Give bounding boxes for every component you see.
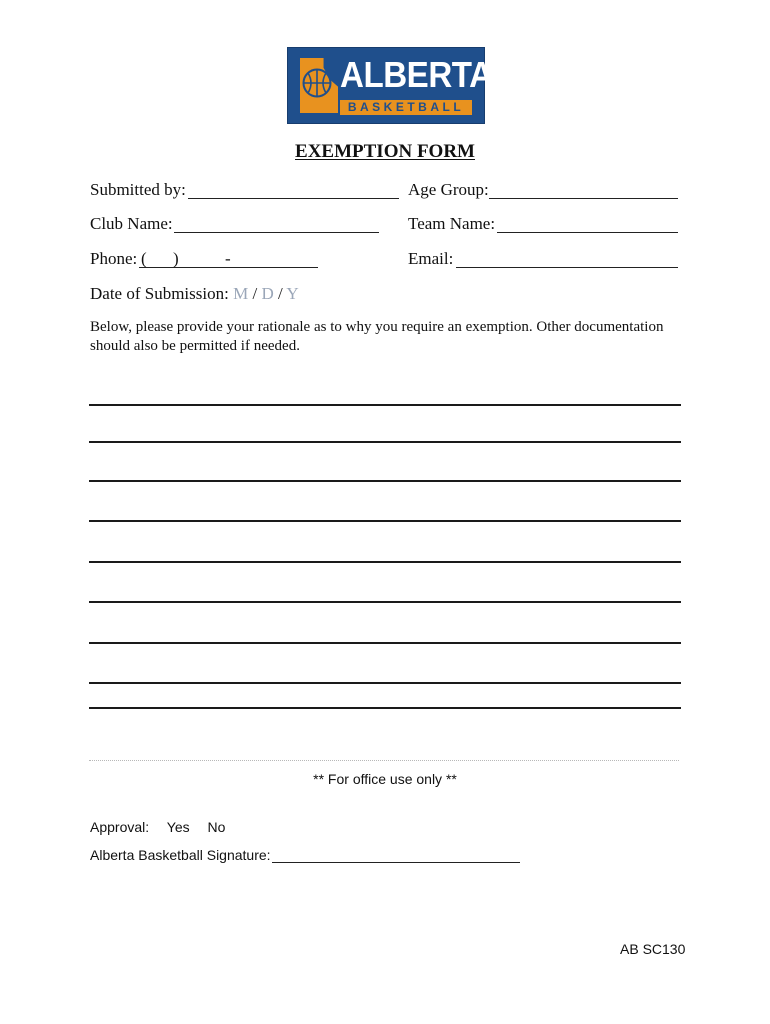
rationale-line[interactable]: [89, 520, 681, 522]
club-name-label: Club Name:: [90, 214, 173, 233]
logo-subtitle: BASKETBALL: [347, 100, 465, 114]
logo-band: [340, 100, 472, 115]
approval-yes-option[interactable]: Yes: [166, 819, 190, 835]
rationale-line[interactable]: [89, 642, 681, 644]
date-of-submission-row: [90, 283, 299, 305]
approval-row: [90, 819, 239, 835]
rationale-line[interactable]: [89, 601, 681, 603]
basketball-icon: [301, 67, 333, 99]
rationale-line[interactable]: [89, 561, 681, 563]
age-group-field[interactable]: [489, 198, 678, 199]
logo-wordmark: ALBERTA: [340, 54, 493, 95]
rationale-line[interactable]: [89, 480, 681, 482]
date-separator: /: [252, 284, 258, 303]
form-title: EXEMPTION FORM: [295, 141, 475, 162]
phone-dash: -: [225, 249, 231, 268]
rationale-line[interactable]: [89, 404, 681, 406]
phone-label: Phone:: [90, 249, 138, 268]
office-use-heading: ** For office use only **: [313, 771, 457, 787]
date-day-placeholder[interactable]: D: [261, 284, 274, 303]
email-field[interactable]: [456, 267, 678, 268]
signature-field[interactable]: [272, 862, 520, 863]
approval-no-option[interactable]: No: [207, 819, 226, 835]
office-divider: [89, 760, 679, 761]
age-group-label: Age Group:: [408, 180, 489, 199]
club-name-field[interactable]: [174, 232, 379, 233]
date-month-placeholder[interactable]: M: [233, 284, 249, 303]
rationale-line[interactable]: [89, 441, 681, 443]
form-code: AB SC130: [620, 941, 686, 957]
phone-area-close: ): [173, 249, 179, 268]
signature-label: Alberta Basketball Signature:: [90, 847, 271, 863]
rationale-line[interactable]: [89, 707, 681, 709]
date-separator: /: [277, 284, 283, 303]
submitted-by-label: Submitted by:: [90, 180, 186, 199]
submitted-by-field[interactable]: [188, 198, 399, 199]
alberta-basketball-logo: [287, 47, 493, 124]
rationale-instructions: Below, please provide your rationale as to why you require an exemption. Other documentation should also be permitted if needed.: [90, 319, 664, 354]
date-year-placeholder[interactable]: Y: [286, 284, 299, 303]
team-name-label: Team Name:: [408, 214, 496, 233]
team-name-field[interactable]: [497, 232, 678, 233]
phone-area-open: (: [141, 249, 147, 268]
email-label: Email:: [408, 249, 454, 268]
date-label: Date of Submission:: [90, 284, 229, 303]
rationale-line[interactable]: [89, 682, 681, 684]
approval-label: Approval:: [90, 819, 150, 835]
